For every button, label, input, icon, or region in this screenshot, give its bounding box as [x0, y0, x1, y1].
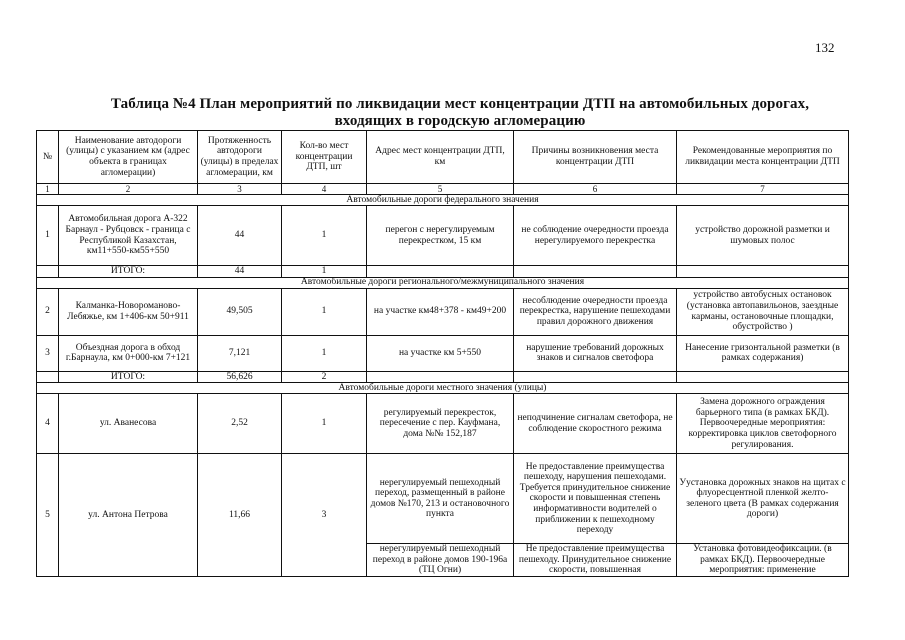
spot-count: 1	[282, 335, 367, 371]
road-length: 49,505	[198, 288, 282, 335]
section-local: Автомобильные дороги местного значения (улицы)	[37, 383, 849, 394]
accident-cause: не соблюдение очередности проезда нерегулируемого перекрестка	[514, 206, 677, 266]
spot-address: на участке км 5+550	[367, 335, 514, 371]
column-number-row	[37, 184, 849, 195]
header-measures: Рекомендованные мероприятия по ликвидации места концентрации ДТП	[677, 131, 849, 184]
total-length: 56,626	[198, 371, 282, 383]
row-num: 4	[37, 394, 59, 454]
total-label: ИТОГО:	[59, 266, 198, 278]
accident-cause: неподчинение сигналам светофора, не соблюдение скоростного режима	[514, 394, 677, 454]
row-num: 2	[37, 288, 59, 335]
column-number: 1	[37, 184, 59, 195]
spot-address: нерегулируемый пешеходный переход в районе домов 190-196а (ТЦ Огни)	[367, 544, 514, 577]
column-number: 6	[514, 184, 677, 195]
road-length: 11,66	[198, 454, 282, 577]
spot-count: 1	[282, 206, 367, 266]
row-num: 1	[37, 206, 59, 266]
spot-count: 3	[282, 454, 367, 577]
header-length: Протяженность автодороги (улицы) в пределах агломерации, км	[198, 131, 282, 184]
table-title	[60, 96, 860, 130]
total-row	[37, 266, 849, 278]
accident-cause: нарушение требований дорожных знаков и сигналов светофора	[514, 335, 677, 371]
plan-table	[36, 130, 849, 577]
total-row	[37, 371, 849, 383]
table-row	[37, 288, 849, 335]
section-row	[37, 277, 849, 288]
road-name: Объездная дорога в обход г.Барнаула, км 0+000-км 7+121	[59, 335, 198, 371]
total-count: 2	[282, 371, 367, 383]
section-federal: Автомобильные дороги федерального значения	[37, 195, 849, 206]
section-row	[37, 195, 849, 206]
accident-cause: Не предоставление преимущества пешеходу. Принудительное снижение скорости, повышенная	[514, 544, 677, 577]
spot-address: на участке км48+378 - км49+200	[367, 288, 514, 335]
accident-cause: Не предоставление преимущества пешеходу, нарушения пешеходами. Требуется принудительное снижение скорости и повышенная степень информативности водителей о приближении к пешеходному переходу	[514, 454, 677, 544]
road-name: ул. Антона Петрова	[59, 454, 198, 577]
recommended-measures: устройство автобусных остановок (установка автопавильонов, заездные карманы, остановочные площадки, обустройство )	[677, 288, 849, 335]
table-row	[37, 206, 849, 266]
road-name: ул. Аванесова	[59, 394, 198, 454]
title-line-1: Таблица №4 План мероприятий по ликвидации мест концентрации ДТП на автомобильных дорогах,	[110, 96, 810, 112]
spot-count: 1	[282, 288, 367, 335]
recommended-measures: Нанесение гризонтальной разметки (в рамках содержания)	[677, 335, 849, 371]
column-number: 5	[367, 184, 514, 195]
spot-address: регулируемый перекресток, пересечение с пер. Кауфмана, дома №№ 152,187	[367, 394, 514, 454]
table-row	[37, 335, 849, 371]
table-row	[37, 454, 849, 544]
title-line-2: входящих в городскую агломерацию	[334, 113, 586, 129]
spot-address: перегон с нерегулируемым перекрестком, 15 км	[367, 206, 514, 266]
spot-address: нерегулируемый пешеходный переход, размещенный в районе домов №170, 213 и остановочного пункта	[367, 454, 514, 544]
recommended-measures: Установка фотовидеофиксации. (в рамках БКД). Первоочередные мероприятия: применение	[677, 544, 849, 577]
header-num: №	[37, 131, 59, 184]
header-count: Кол-во мест концентрации ДТП, шт	[282, 131, 367, 184]
accident-cause: несоблюдение очередности проезда перекрестка, нарушение пешеходами правил дорожного движения	[514, 288, 677, 335]
section-row	[37, 383, 849, 394]
spot-count: 1	[282, 394, 367, 454]
road-length: 44	[198, 206, 282, 266]
row-num: 3	[37, 335, 59, 371]
road-name: Автомобильная дорога А-322 Барнаул - Рубцовск - граница с Республикой Казахстан, км11+550-км55+550	[59, 206, 198, 266]
recommended-measures: Замена дорожного ограждения барьерного типа (в рамках БКД). Первоочередные мероприятия: корректировка циклов светофорного регулирования.	[677, 394, 849, 454]
header-road: Наименование автодороги (улицы) с указанием км (адрес объекта в границах агломерации)	[59, 131, 198, 184]
section-regional: Автомобильные дороги регионального/межмуниципального значения	[37, 277, 849, 288]
header-row	[37, 131, 849, 184]
row-num: 5	[37, 454, 59, 577]
total-label: ИТОГО:	[59, 371, 198, 383]
column-number: 7	[677, 184, 849, 195]
road-length: 7,121	[198, 335, 282, 371]
recommended-measures: устройство дорожной разметки и шумовых полос	[677, 206, 849, 266]
road-length: 2,52	[198, 394, 282, 454]
road-name: Калманка-Новороманово-Лебяжье, км 1+406-км 50+911	[59, 288, 198, 335]
column-number: 4	[282, 184, 367, 195]
column-number: 2	[59, 184, 198, 195]
column-number: 3	[198, 184, 282, 195]
header-address: Адрес мест концентрации ДТП, км	[367, 131, 514, 184]
header-cause: Причины возникновения места концентрации ДТП	[514, 131, 677, 184]
total-length: 44	[198, 266, 282, 278]
table-row	[37, 394, 849, 454]
recommended-measures: Уустановка дорожных знаков на щитах с флуоресцентной пленкой желто-зеленого цвета (В рамках содержания дороги)	[677, 454, 849, 544]
page-number: 132	[815, 40, 835, 55]
total-count: 1	[282, 266, 367, 278]
